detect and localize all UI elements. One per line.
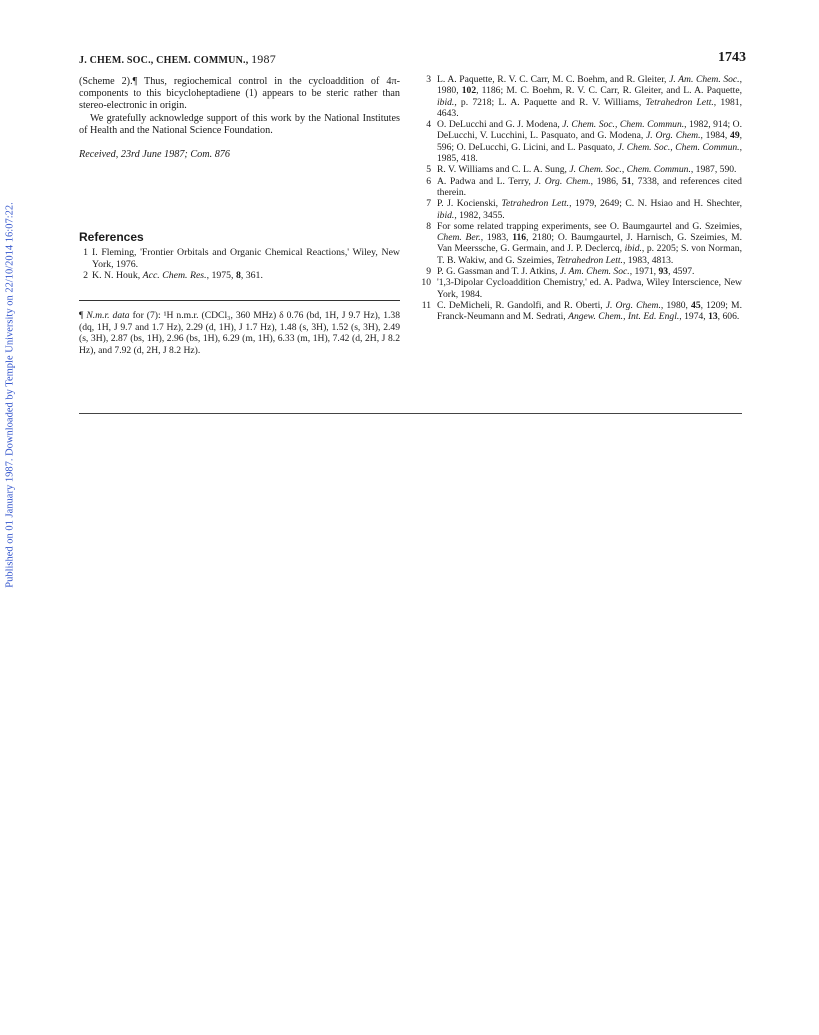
footnote-mark: ¶ <box>79 310 87 321</box>
acknowledgement-paragraph: We gratefully acknowledge support of this work by the National Institutes of Health and the National Science Foundation. <box>79 112 400 136</box>
footnote-text: for (7): ¹H n.m.r. (CDCl₃, 360 MHz) δ 0.76 (bd, 1H, J 9.7 Hz), 1.38 (dq, 1H, J 9.7 and 1.7 Hz), 2.29 (d, 1H), J 1.7 Hz), 1.48 (s, 3H), 1.52 (s, 3H), 2.49 (s, 3H), 2.87 (bs, 1H), 2.96 (bs, 1H), 6.29 (m, 1H), 6.33 (m, 1H), 7.42 (d, 2H, J 8.2 Hz), and 7.92 (d, 2H, J 8.2 Hz). <box>79 310 400 356</box>
reference-number: 3 <box>426 74 431 85</box>
reference-item: 8 For some related trapping experiments, see O. Baumgaurtel and G. Szeimies, Chem. Ber., 1983, 116, 2180; O. Baumgaurtel, J. Harnisch, G. Szeimies, M. Van Meerssche, G. Germain, and J. P. Declercq, ibid., p. 2205; S. von Norman, T. B. Wakiw, and G. Szeimies, Tetrahedron Lett., 1983, 4813. <box>419 221 742 266</box>
footnote-divider <box>79 300 400 301</box>
body-paragraph: (Scheme 2).¶ Thus, regiochemical control in the cycloaddition of 4π-components to this bicycloheptadiene (1) appears to be steric rather than stereo-electronic in origin. <box>79 76 400 112</box>
journal-year: 1987 <box>251 52 276 66</box>
reference-number: 6 <box>426 175 431 187</box>
footnote-label: N.m.r. data <box>86 310 130 321</box>
references-heading: References <box>79 230 144 244</box>
reference-number: 4 <box>426 119 431 131</box>
reference-number: 10 <box>421 277 431 289</box>
received-line: Received, 23rd June 1987; Com. 876 <box>79 149 230 161</box>
reference-item: 4 O. DeLucchi and G. J. Modena, J. Chem. Soc., Chem. Commun., 1982, 914; O. DeLucchi, V. Lucchini, L. Pasquato, and G. Modena, J. Org. Chem., 1984, 49, 596; O. DeLucchi, G. Licini, and L. Pasquato, J. Chem. Soc., Chem. Commun., 1985, 418. <box>419 119 742 164</box>
reference-item: 2 K. N. Houk, Acc. Chem. Res., 1975, 8, 361. <box>79 270 400 282</box>
reference-number: 2 <box>83 270 88 282</box>
reference-item: 7 P. J. Kocienski, Tetrahedron Lett., 1979, 2649; C. N. Hsiao and H. Shechter, ibid., 1982, 3455. <box>419 198 742 221</box>
reference-item: 3 L. A. Paquette, R. V. C. Carr, M. C. Boehm, and R. Gleiter, J. Am. Chem. Soc., 1980, 102, 1186; M. C. Boehm, R. V. C. Carr, R. Gleiter, and L. A. Paquette, ibid., p. 7218; L. A. Paquette and R. V. Williams, Tetrahedron Lett., 1981, 4643. <box>419 74 742 119</box>
references-list-right <box>419 74 742 323</box>
reference-item: 1 I. Fleming, 'Frontier Orbitals and Organic Chemical Reactions,' Wiley, New York, 1976. <box>79 247 400 270</box>
reference-item: 10 '1,3-Dipolar Cycloaddition Chemistry,' ed. A. Padwa, Wiley Interscience, New York, 1984. <box>419 277 742 300</box>
reference-number: 8 <box>426 220 431 232</box>
journal-name: J. CHEM. SOC., CHEM. COMMUN., <box>79 55 249 66</box>
running-header <box>79 52 276 67</box>
page-number: 1743 <box>718 50 746 65</box>
reference-item: 6 A. Padwa and L. Terry, J. Org. Chem., 1986, 51, 7338, and references cited therein. <box>419 176 742 199</box>
body-text-column <box>79 76 400 161</box>
reference-number: 9 <box>426 266 431 278</box>
reference-number: 5 <box>426 164 431 176</box>
download-watermark-text: Published on 01 January 1987. Downloaded by Temple University on 22/10/2014 16:07:22. <box>4 202 16 588</box>
reference-item: 9 P. G. Gassman and T. J. Atkins, J. Am. Chem. Soc., 1971, 93, 4597. <box>419 266 742 277</box>
download-watermark <box>3 170 17 620</box>
reference-item: 5 R. V. Williams and C. L. A. Sung, J. Chem. Soc., Chem. Commun., 1987, 590. <box>419 164 742 175</box>
references-list-left <box>79 247 400 282</box>
reference-item: 11 C. DeMicheli, R. Gandolfi, and R. Oberti, J. Org. Chem., 1980, 45, 1209; M. Franck-Neumann and M. Sedrati, Angew. Chem., Int. Ed. Engl., 1974, 13, 606. <box>419 300 742 323</box>
page-end-rule <box>79 413 742 414</box>
footnote-nmr-data <box>79 310 400 356</box>
reference-number: 1 <box>83 247 88 258</box>
reference-number: 7 <box>426 198 431 210</box>
reference-number: 11 <box>421 299 431 311</box>
